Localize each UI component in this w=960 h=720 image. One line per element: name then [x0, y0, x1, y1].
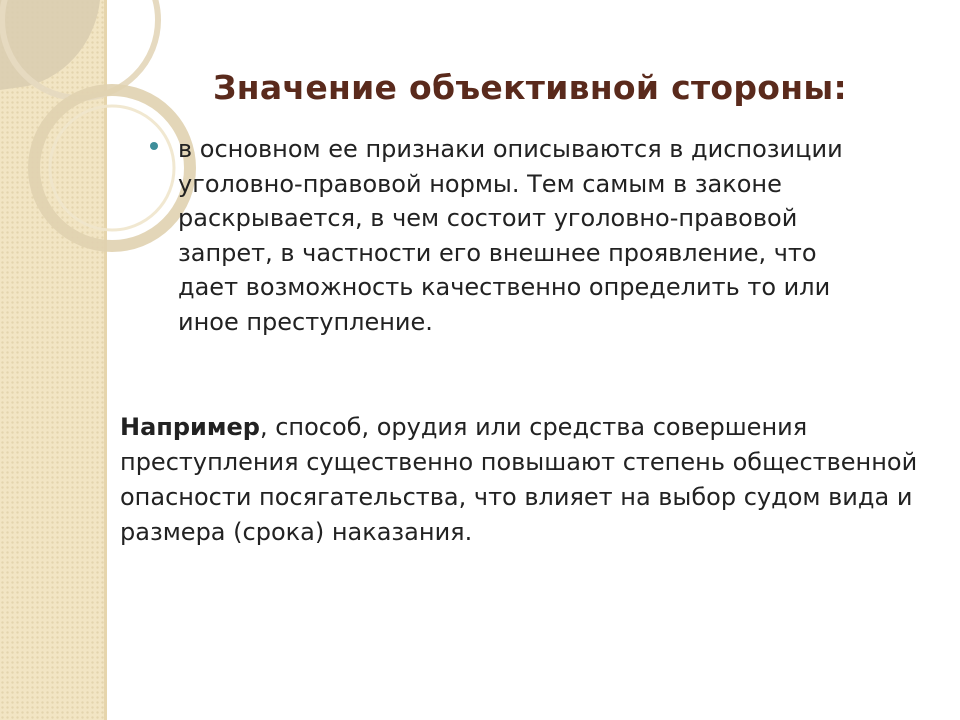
slide-title: Значение объективной стороны:: [212, 68, 848, 107]
bullet-list: [148, 132, 868, 339]
example-paragraph: [120, 410, 940, 550]
ring-top-fill: [0, 0, 100, 90]
bullet-dot-icon: [150, 142, 158, 150]
example-text: , способ, орудия или средства совершения преступления существенно повышают степень общественной опасности посягательства, что влияет на выбор судом вида и размера (срока) наказания.: [120, 413, 918, 546]
bullet-item: [148, 132, 868, 339]
example-lead: Например: [120, 413, 260, 441]
bullet-text: в основном ее признаки описываются в диспозиции уголовно-правовой нормы. Тем самым в законе раскрывается, в чем состоит уголовно-правовой запрет, в частности его внешнее проявление, что дает возможность качественно определить то или иное преступление.: [178, 135, 843, 336]
